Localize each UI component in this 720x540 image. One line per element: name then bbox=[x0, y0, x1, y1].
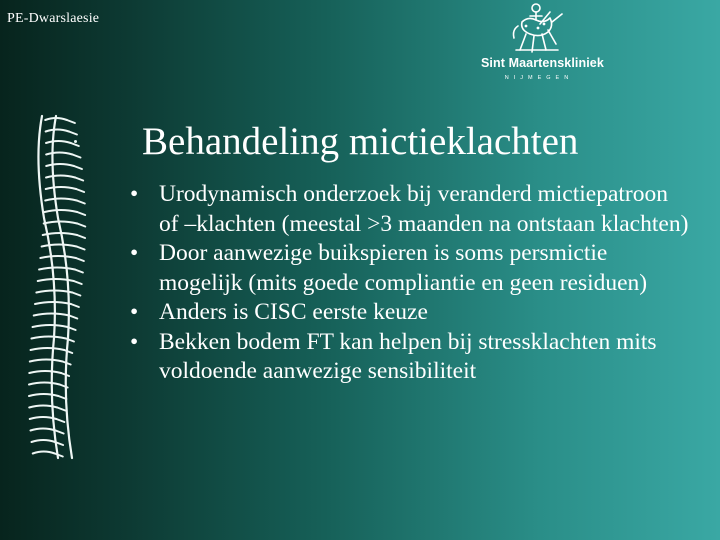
bullet-text: Door aanwezige buikspieren is soms persmictie mogelijk (mits goede compliantie en geen residuen) bbox=[159, 240, 648, 296]
header-label: PE-Dwarslaesie bbox=[7, 11, 100, 26]
bullet-dot: • bbox=[130, 328, 139, 355]
slide-title: Behandeling mictieklachten bbox=[142, 120, 579, 163]
clinic-logo bbox=[478, 0, 604, 90]
logo-city: NIJMEGEN bbox=[504, 75, 574, 81]
bullet-item bbox=[130, 328, 690, 387]
bullet-list bbox=[130, 180, 690, 387]
bullet-item bbox=[130, 298, 690, 328]
bullet-dot: • bbox=[130, 299, 139, 325]
bullet-text: Bekken bodem FT kan helpen bij stressklachten mits voldoende aanwezige sensibiliteit bbox=[159, 328, 657, 384]
bullet-item bbox=[130, 180, 690, 239]
decorative-dot bbox=[74, 140, 77, 143]
bullet-item bbox=[130, 239, 690, 298]
st-martin-emblem-icon bbox=[478, 0, 598, 60]
spine-icon bbox=[14, 108, 106, 468]
bullet-text: Urodynamisch onderzoek bij veranderd mictiepatroon of –klachten (meestal >3 maanden na ontstaan klachten) bbox=[159, 181, 689, 237]
logo-name: Sint Maartenskliniek bbox=[481, 56, 604, 70]
bullet-dot: • bbox=[130, 240, 139, 266]
bullet-text: Anders is CISC eerste keuze bbox=[159, 299, 428, 325]
bullet-dot: • bbox=[130, 181, 139, 207]
